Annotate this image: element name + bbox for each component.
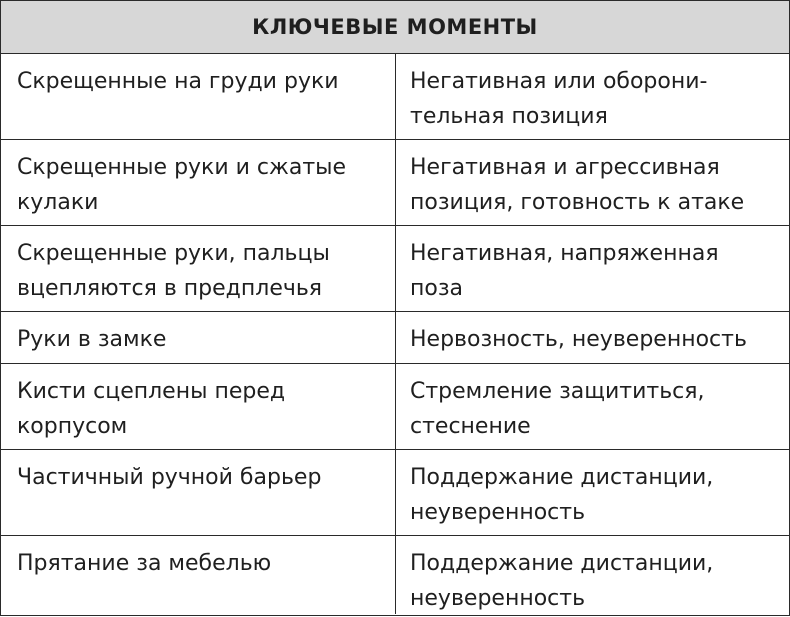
meaning-cell: Негативная и агрессивная позиция, готовность к атаке [410,155,745,215]
meaning-cell: Поддержание дистанции, неуверенность [410,551,714,611]
gesture-cell: Скрещенные на груди руки [1,54,396,139]
table-row [1,140,789,226]
gesture-cell: Руки в замке [1,312,396,363]
meaning-cell: Негативная или оборони- тельная позиция [410,69,708,129]
table-row [1,312,789,364]
table-row [1,450,789,536]
gesture-cell: Скрещенные руки, пальцы вцепляются в предплечья [1,226,396,311]
gesture-cell: Скрещенные руки и сжатые кулаки [1,140,396,225]
table-row [1,364,789,450]
meaning-cell: Поддержание дистанции, неуверенность [410,465,714,525]
table-header: КЛЮЧЕВЫЕ МОМЕНТЫ [1,1,789,54]
table-row [1,54,789,140]
meaning-cell: Негативная, напряженная поза [410,241,719,301]
table-row [1,226,789,312]
gesture-cell: Кисти сцеплены перед корпусом [1,364,396,449]
table-row [1,536,789,614]
meaning-cell: Нервозность, неуверенность [410,327,747,352]
gesture-cell: Прятание за мебелью [1,536,396,614]
meaning-cell: Стремление защититься, стеснение [410,379,705,439]
gesture-cell: Частичный ручной барьер [1,450,396,535]
